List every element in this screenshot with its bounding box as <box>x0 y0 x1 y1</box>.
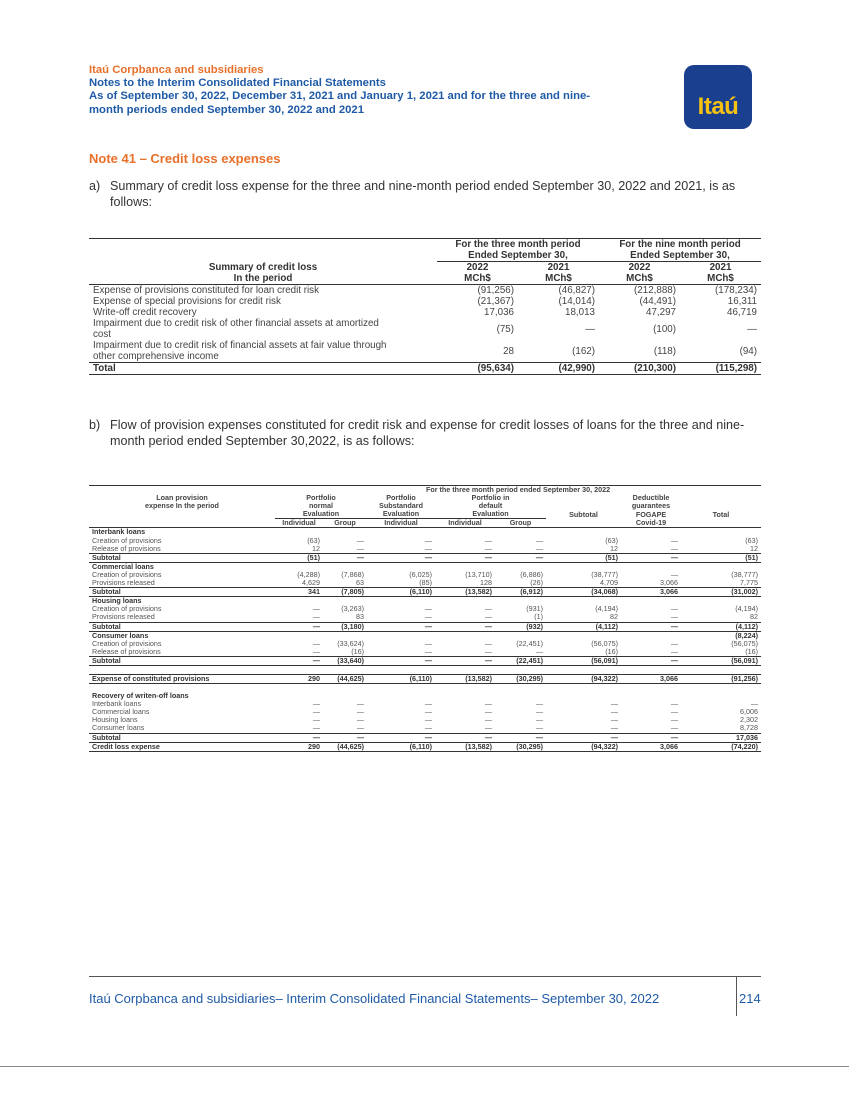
cell: — <box>356 543 364 553</box>
cell <box>681 692 761 700</box>
cell: — <box>367 622 435 631</box>
cell: (22,451) <box>516 638 543 648</box>
cell: (56,091) <box>681 656 761 665</box>
cell: 18,013 <box>565 307 595 318</box>
cell: — <box>424 699 432 709</box>
cell: 290 <box>275 674 323 683</box>
sub-header: Group <box>323 519 367 528</box>
cell: — <box>535 707 543 717</box>
footer-vertical-divider <box>736 976 737 1016</box>
cell: — <box>312 638 320 648</box>
cell: — <box>610 723 618 733</box>
footer-text: Itaú Corpbanca and subsidiaries– Interim Consolidated Financial Statements– September 30, 2022 <box>89 991 660 1006</box>
cell: — <box>424 612 432 622</box>
cell: — <box>621 733 681 742</box>
summary-row <box>89 296 761 307</box>
row-label: Creation of provisions <box>92 638 162 648</box>
cell: (6,025) <box>409 569 432 579</box>
cell: — <box>484 646 492 656</box>
cell: — <box>585 323 595 335</box>
cell: — <box>424 715 432 725</box>
row-label: Creation of provisions <box>92 569 162 579</box>
header-line-3: month periods ended September 30, 2022 and 2021 <box>89 103 364 116</box>
summary-row <box>89 318 761 340</box>
cell: — <box>750 699 758 709</box>
paragraph-a-label: a) <box>89 179 101 193</box>
cell: (75) <box>496 323 514 335</box>
summary-unit: MCh$ <box>680 273 761 285</box>
cell <box>546 692 621 700</box>
cell: (42,990) <box>518 363 599 375</box>
paragraph-b <box>89 418 761 449</box>
cell: — <box>495 553 546 562</box>
cell: (91,256) <box>681 674 761 683</box>
cell: — <box>670 723 678 733</box>
cell: — <box>670 535 678 545</box>
cell: (16) <box>351 646 364 656</box>
row-label: Expense of constituted provisions <box>89 674 275 683</box>
row-label: Subtotal <box>89 656 275 665</box>
row-label-line: Impairment due to credit risk of other financial assets at amortized <box>93 318 379 329</box>
group-header: Evaluation <box>435 510 546 519</box>
cell: (6,886) <box>520 569 543 579</box>
cell: — <box>484 638 492 648</box>
cell: (95,634) <box>437 363 518 375</box>
cell: — <box>610 699 618 709</box>
cell: (14,014) <box>558 296 595 307</box>
cell: — <box>323 733 367 742</box>
summary-year: 2021 <box>680 262 761 274</box>
row-label: Subtotal <box>89 622 275 631</box>
cell: (33,640) <box>323 656 367 665</box>
cell: — <box>312 604 320 614</box>
cell: 6,006 <box>740 707 758 717</box>
cell: — <box>356 535 364 545</box>
cell: — <box>424 723 432 733</box>
row-label: Provisions released <box>92 612 155 622</box>
cell: — <box>546 733 621 742</box>
cell: 82 <box>610 612 618 622</box>
cell: — <box>435 733 495 742</box>
cell: (51) <box>681 553 761 562</box>
cell: (115,298) <box>680 363 761 375</box>
cell: 7,775 <box>740 578 758 588</box>
cell: (85) <box>419 578 432 588</box>
cell: 12 <box>750 543 758 553</box>
flow-period-header: For the three month period ended September 30, 2022 <box>275 486 761 495</box>
cell: 128 <box>480 578 492 588</box>
cell: (44,625) <box>323 742 367 751</box>
summary-table <box>89 238 761 375</box>
cell: — <box>670 569 678 579</box>
cell: — <box>610 707 618 717</box>
row-label: Housing loans <box>92 596 142 606</box>
document-header <box>89 64 649 117</box>
cell: (3,263) <box>341 604 364 614</box>
row-label <box>89 318 437 340</box>
row-label: Commercial loans <box>92 707 150 717</box>
group-header: default <box>478 501 503 511</box>
cell: (13,582) <box>435 588 495 597</box>
cell: 16,311 <box>727 296 757 307</box>
cell: (56,091) <box>546 656 621 665</box>
group-header: Subtotal <box>569 509 598 519</box>
cell: — <box>621 553 681 562</box>
cell: (56,075) <box>591 638 618 648</box>
cell: (4,112) <box>546 622 621 631</box>
summary-label-1: Summary of credit loss <box>208 262 318 273</box>
cell: — <box>670 604 678 614</box>
cell: — <box>535 535 543 545</box>
cell: — <box>484 715 492 725</box>
cell: — <box>435 656 495 665</box>
row-label: Credit loss expense <box>89 742 275 751</box>
cell: 3,066 <box>621 588 681 597</box>
paragraph-a-text: Summary of credit loss expense for the three and nine-month period ended September 30, 2022 and 2021, is as follows: <box>110 179 736 209</box>
cell: (178,234) <box>715 285 757 296</box>
cell: (94,322) <box>546 674 621 683</box>
total-label: Total <box>89 363 437 375</box>
cell: — <box>610 715 618 725</box>
cell: (212,888) <box>634 285 676 296</box>
cell: — <box>621 656 681 665</box>
cell: (63) <box>745 535 758 545</box>
summary-label-2: In the period <box>89 273 437 285</box>
cell: — <box>312 707 320 717</box>
cell: (38,777) <box>591 569 618 579</box>
cell: — <box>312 715 320 725</box>
cell: — <box>424 604 432 614</box>
cell: (34,068) <box>546 588 621 597</box>
subtotal-row <box>89 553 761 562</box>
table-row <box>89 613 761 622</box>
cell: 3,066 <box>621 674 681 683</box>
cell: (13,710) <box>465 569 492 579</box>
cell: (6,912) <box>495 588 546 597</box>
cell: 4,629 <box>302 578 320 588</box>
row-label: Creation of provisions <box>92 604 162 614</box>
cell: — <box>424 638 432 648</box>
cell: (162) <box>572 345 595 357</box>
cell: (7,805) <box>323 588 367 597</box>
row-label: Subtotal <box>89 733 275 742</box>
cell: — <box>484 723 492 733</box>
cell: — <box>535 723 543 733</box>
cell: — <box>535 543 543 553</box>
group-header: Substandard <box>379 501 423 511</box>
cell: — <box>312 723 320 733</box>
group-header: Evaluation <box>367 510 435 519</box>
cell: — <box>670 646 678 656</box>
cell: — <box>670 699 678 709</box>
cell: 17,036 <box>681 733 761 742</box>
cell: 63 <box>356 578 364 588</box>
group-header: Covid-19 <box>621 519 681 528</box>
company-name: Itaú Corpbanca and subsidiaries <box>89 64 264 76</box>
flow-col-label: expense In the period <box>145 501 219 511</box>
cell: — <box>747 323 757 335</box>
cell: (21,367) <box>477 296 514 307</box>
cell: — <box>424 543 432 553</box>
summary-row <box>89 307 761 318</box>
cell: — <box>484 543 492 553</box>
cell: — <box>484 604 492 614</box>
cell: (38,777) <box>731 569 758 579</box>
row-label: Interbank loans <box>92 527 146 537</box>
cell: 3,066 <box>621 742 681 751</box>
group-header: Deductible <box>632 493 670 503</box>
group-header: Total <box>712 509 730 519</box>
page-bottom-rule <box>0 1066 849 1067</box>
group-header: Portfolio in <box>471 493 510 503</box>
constituted-row <box>89 674 761 683</box>
paragraph-b-label: b) <box>89 418 101 432</box>
cell: (1) <box>534 612 543 622</box>
cell: 46,719 <box>727 307 757 318</box>
cell: (118) <box>653 345 676 357</box>
cell: — <box>424 707 432 717</box>
cell: (63) <box>605 535 618 545</box>
subtotal-row <box>89 656 761 665</box>
cell: 290 <box>275 742 323 751</box>
cell: — <box>275 622 323 631</box>
summary-unit: MCh$ <box>599 273 680 285</box>
row-label: Expense of provisions constituted for loan credit risk <box>93 285 319 296</box>
cell: 4,709 <box>600 578 618 588</box>
cell: — <box>484 707 492 717</box>
cell: — <box>323 553 367 562</box>
cell: 83 <box>356 612 364 622</box>
cell: (7,868) <box>341 569 364 579</box>
row-label: Commercial loans <box>92 561 154 571</box>
row-label: Subtotal <box>89 588 275 597</box>
cell: — <box>670 707 678 717</box>
cell: (63) <box>307 535 320 545</box>
cell: — <box>670 543 678 553</box>
cell: — <box>484 612 492 622</box>
cell: (4,194) <box>735 604 758 614</box>
summary-group2-header: For the nine month period <box>599 239 761 251</box>
cell: — <box>356 699 364 709</box>
summary-group2-subheader: Ended September 30, <box>630 250 730 261</box>
cell: (13,582) <box>435 742 495 751</box>
row-label: Subtotal <box>89 553 275 562</box>
summary-unit: MCh$ <box>518 273 599 285</box>
cell: (22,451) <box>495 656 546 665</box>
cell: 47,297 <box>646 307 676 318</box>
sub-header: Individual <box>275 519 323 528</box>
cell: — <box>484 699 492 709</box>
cell: (100) <box>653 323 676 335</box>
row-label: Provisions released <box>92 578 155 588</box>
cell: (30,295) <box>495 674 546 683</box>
cell: — <box>535 646 543 656</box>
sub-header: Group <box>495 519 546 528</box>
cell: 28 <box>503 345 514 357</box>
summary-year: 2021 <box>518 262 599 274</box>
header-line-1: Notes to the Interim Consolidated Financial Statements <box>89 77 386 90</box>
row-label: Release of provisions <box>92 646 161 656</box>
cell: 12 <box>312 543 320 553</box>
cell: (932) <box>495 622 546 631</box>
cell: (74,220) <box>681 742 761 751</box>
cell: 2,302 <box>740 715 758 725</box>
cell: — <box>670 715 678 725</box>
cell: (30,295) <box>495 742 546 751</box>
cell: — <box>367 553 435 562</box>
cell: (51) <box>275 553 323 562</box>
cell: — <box>424 535 432 545</box>
cell: (51) <box>546 553 621 562</box>
subtotal-row <box>89 622 761 631</box>
cell: — <box>356 715 364 725</box>
cell: — <box>312 646 320 656</box>
summary-year: 2022 <box>599 262 680 274</box>
cell: (931) <box>526 604 543 614</box>
cell: (13,582) <box>435 674 495 683</box>
summary-group1-header: For the three month period <box>437 239 599 251</box>
row-label <box>89 340 437 363</box>
cell: — <box>670 612 678 622</box>
cell: (6,110) <box>367 588 435 597</box>
summary-row <box>89 340 761 363</box>
note-title: Note 41 – Credit loss expenses <box>89 151 281 166</box>
row-label: Recovery of writen-off loans <box>92 691 189 701</box>
cell: (3,180) <box>323 622 367 631</box>
itau-logo: Itaú <box>684 65 752 129</box>
cell: — <box>312 612 320 622</box>
summary-unit: MCh$ <box>437 273 518 285</box>
cell: 82 <box>750 612 758 622</box>
cell: — <box>275 733 323 742</box>
cell: (26) <box>530 578 543 588</box>
cell: (16) <box>745 646 758 656</box>
summary-group1-subheader: Ended September 30, <box>468 250 568 261</box>
paragraph-a <box>89 179 761 210</box>
cell: 3,066 <box>660 578 678 588</box>
summary-year: 2022 <box>437 262 518 274</box>
cell: (31,002) <box>681 588 761 597</box>
cell: (91,256) <box>477 285 514 296</box>
row-label-line: Impairment due to credit risk of financial assets at fair value through <box>93 340 387 351</box>
sub-header: Individual <box>435 519 495 528</box>
cell: (4,194) <box>595 604 618 614</box>
cell: 12 <box>610 543 618 553</box>
row-label: Expense of special provisions for credit risk <box>93 296 281 307</box>
cell: — <box>367 733 435 742</box>
cell: — <box>484 535 492 545</box>
cell: — <box>535 715 543 725</box>
row-label: Interbank loans <box>92 699 142 709</box>
group-header: guarantees <box>631 501 671 511</box>
cell: (33,624) <box>337 638 364 648</box>
row-label: Consumer loans <box>92 630 149 640</box>
cell: — <box>435 553 495 562</box>
group-header: Portfolio <box>306 493 336 503</box>
subtotal-row <box>89 733 761 742</box>
row-label-line: other comprehensive income <box>93 351 219 362</box>
cell: (94) <box>739 345 757 357</box>
cell: 17,036 <box>484 307 514 318</box>
flow-table <box>89 485 761 752</box>
cell: — <box>495 733 546 742</box>
summary-row <box>89 285 761 297</box>
cell: (44,625) <box>323 674 367 683</box>
row-label: Creation of provisions <box>92 535 162 545</box>
cell: — <box>670 638 678 648</box>
cell: 8,728 <box>740 723 758 733</box>
cell: (56,075) <box>731 638 758 648</box>
cell: — <box>356 723 364 733</box>
footer-divider <box>89 976 761 977</box>
group-header: FOGAPE <box>635 509 667 519</box>
cell: (16) <box>605 646 618 656</box>
cell: (6,110) <box>367 674 435 683</box>
sub-header: Individual <box>367 519 435 528</box>
cell: (8,224) <box>735 630 758 640</box>
cell: (44,491) <box>639 296 676 307</box>
credit-loss-total-row <box>89 742 761 751</box>
cell: (4,288) <box>297 569 320 579</box>
cell: 341 <box>275 588 323 597</box>
cell: — <box>535 699 543 709</box>
cell: — <box>435 622 495 631</box>
table-row <box>89 724 761 733</box>
row-label: Write-off credit recovery <box>93 307 197 318</box>
subtotal-row <box>89 588 761 597</box>
cell: (94,322) <box>546 742 621 751</box>
row-label: Housing loans <box>92 715 138 725</box>
paragraph-b-text: Flow of provision expenses constituted for credit risk and expense for credit losses of loans for the three and nine-month period ended September 30,2022, is as follows: <box>110 418 745 448</box>
table-row <box>89 545 761 554</box>
row-label: Release of provisions <box>92 543 161 553</box>
flow-col-label: Loan provision <box>156 493 208 503</box>
cell: — <box>621 622 681 631</box>
summary-total-row <box>89 363 761 375</box>
cell: (4,112) <box>681 622 761 631</box>
cell: — <box>424 646 432 656</box>
group-header: Evaluation <box>275 510 367 519</box>
cell: — <box>312 699 320 709</box>
cell: (6,110) <box>367 742 435 751</box>
row-label: Consumer loans <box>92 723 145 733</box>
group-header: normal <box>309 501 333 511</box>
cell: — <box>367 656 435 665</box>
cell: — <box>275 656 323 665</box>
cell: — <box>356 707 364 717</box>
cell: (46,827) <box>558 285 595 296</box>
group-header: Portfolio <box>386 493 416 503</box>
row-label-line: cost <box>93 329 111 340</box>
header-line-2: As of September 30, 2022, December 31, 2021 and January 1, 2021 and for the three and nine- <box>89 90 591 103</box>
page-number: 214 <box>739 991 761 1006</box>
cell: (210,300) <box>599 363 680 375</box>
